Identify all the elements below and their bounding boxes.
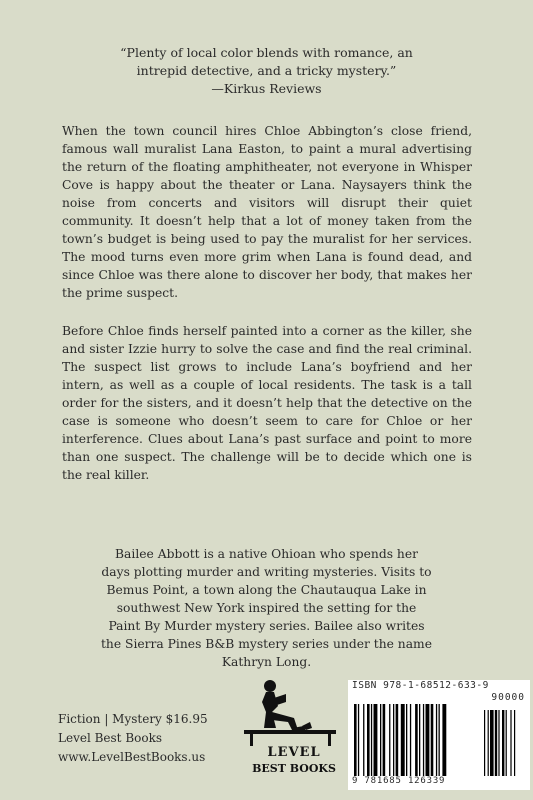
barcode-bar bbox=[406, 704, 407, 776]
barcode-addon-bar bbox=[514, 710, 515, 776]
quote-line-2: intrepid detective, and a tricky mystery.” bbox=[136, 63, 397, 78]
barcode-bar bbox=[401, 704, 405, 776]
barcode-addon-bar bbox=[506, 710, 507, 776]
publisher-website: www.LevelBestBooks.us bbox=[58, 750, 206, 764]
bio-line: Bemus Point, a town along the Chautauqua Lake in bbox=[106, 583, 427, 597]
barcode-bar bbox=[415, 704, 418, 776]
bio-line: the Sierra Pines B&B mystery series under the name bbox=[100, 637, 432, 651]
publisher-logo bbox=[236, 672, 346, 784]
genre-price: Fiction | Mystery $16.95 bbox=[58, 712, 208, 726]
barcode-bar bbox=[374, 704, 378, 776]
barcode-bar bbox=[423, 704, 424, 776]
barcode-bar bbox=[380, 704, 381, 776]
blurb-paragraph-1: When the town council hires Chloe Abbington’s close friend, famous wall muralist Lana Easton, to paint a mural advertising the return of the floating amphitheater, not everyone in Whisper Cove is happy about the theater or Lana. Naysayers think the noise from concerts and visitors will disrupt their quiet community. It doesn’t help that a lot of money taken from the town’s budget is being used to pay the muralist for her services. The mood turns even more grim when Lana is found dead, and since Chloe was there alone to discover her body, that makes her the prime suspect. bbox=[62, 124, 472, 300]
barcode-bar bbox=[389, 704, 390, 776]
logo-word-2: BEST BOOKS bbox=[252, 762, 336, 775]
barcode-bar bbox=[439, 704, 440, 776]
barcode-addon-bar bbox=[510, 710, 511, 776]
barcode-addon-bar bbox=[488, 710, 489, 776]
barcode-addon-bar bbox=[498, 710, 499, 776]
barcode-bar bbox=[354, 704, 357, 776]
addon-code: 90000 bbox=[491, 692, 525, 703]
bio-line: southwest New York inspired the setting for the bbox=[116, 601, 417, 615]
barcode-bar bbox=[383, 704, 386, 776]
review-quote bbox=[70, 44, 463, 98]
logo-word-1: LEVEL bbox=[267, 745, 321, 760]
publisher-name: Level Best Books bbox=[58, 731, 163, 745]
barcode-bar bbox=[367, 704, 370, 776]
barcode-bar bbox=[410, 704, 411, 776]
isbn-barcode bbox=[348, 680, 530, 790]
barcode-bar bbox=[393, 704, 394, 776]
barcode-digits: 9 781685 126339 bbox=[352, 776, 446, 786]
barcode-addon-bar bbox=[502, 710, 504, 776]
quote-attribution: —Kirkus Reviews bbox=[211, 81, 322, 96]
barcode-addon-bar bbox=[490, 710, 494, 776]
barcode-bar bbox=[426, 704, 430, 776]
isbn-text: ISBN 978-1-68512-633-9 bbox=[352, 680, 489, 691]
barcode-bar bbox=[358, 704, 359, 776]
barcode-bar bbox=[431, 704, 434, 776]
barcode-bar bbox=[396, 704, 399, 776]
bio-line: Bailee Abbott is a native Ohioan who spends her bbox=[115, 547, 418, 561]
barcode-bar bbox=[442, 704, 446, 776]
barcode-bar bbox=[419, 704, 420, 776]
bio-line: Paint By Murder mystery series. Bailee also writes bbox=[108, 619, 425, 633]
barcode-bars bbox=[352, 704, 526, 776]
quote-line-1: “Plenty of local color blends with romance, an bbox=[120, 45, 413, 60]
barcode-bar bbox=[436, 704, 437, 776]
barcode-addon-bar bbox=[484, 710, 485, 776]
bio-line: days plotting murder and writing mysteries. Visits to bbox=[101, 565, 432, 579]
publisher-info bbox=[58, 710, 208, 767]
bio-line: Kathryn Long. bbox=[221, 655, 312, 669]
reading-woman-silhouette-icon bbox=[236, 672, 346, 784]
author-bio bbox=[95, 545, 438, 671]
barcode-bar bbox=[363, 704, 364, 776]
barcode-addon-bar bbox=[495, 710, 497, 776]
barcode-bar bbox=[371, 704, 372, 776]
blurb-paragraph-2: Before Chloe finds herself painted into a corner as the killer, she and sister Izzie hurry to solve the case and find the real criminal. The suspect list grows to include Lana’s boyfriend and her intern, as well as a couple of local residents. The task is a tall order for the sisters, and it doesn’t help that the detective on the case is someone who doesn’t seem to care for Chloe or her interference. Clues about Lana’s past surface and point to more than one suspect. The challenge will be to decide which one is the real killer. bbox=[62, 324, 472, 482]
